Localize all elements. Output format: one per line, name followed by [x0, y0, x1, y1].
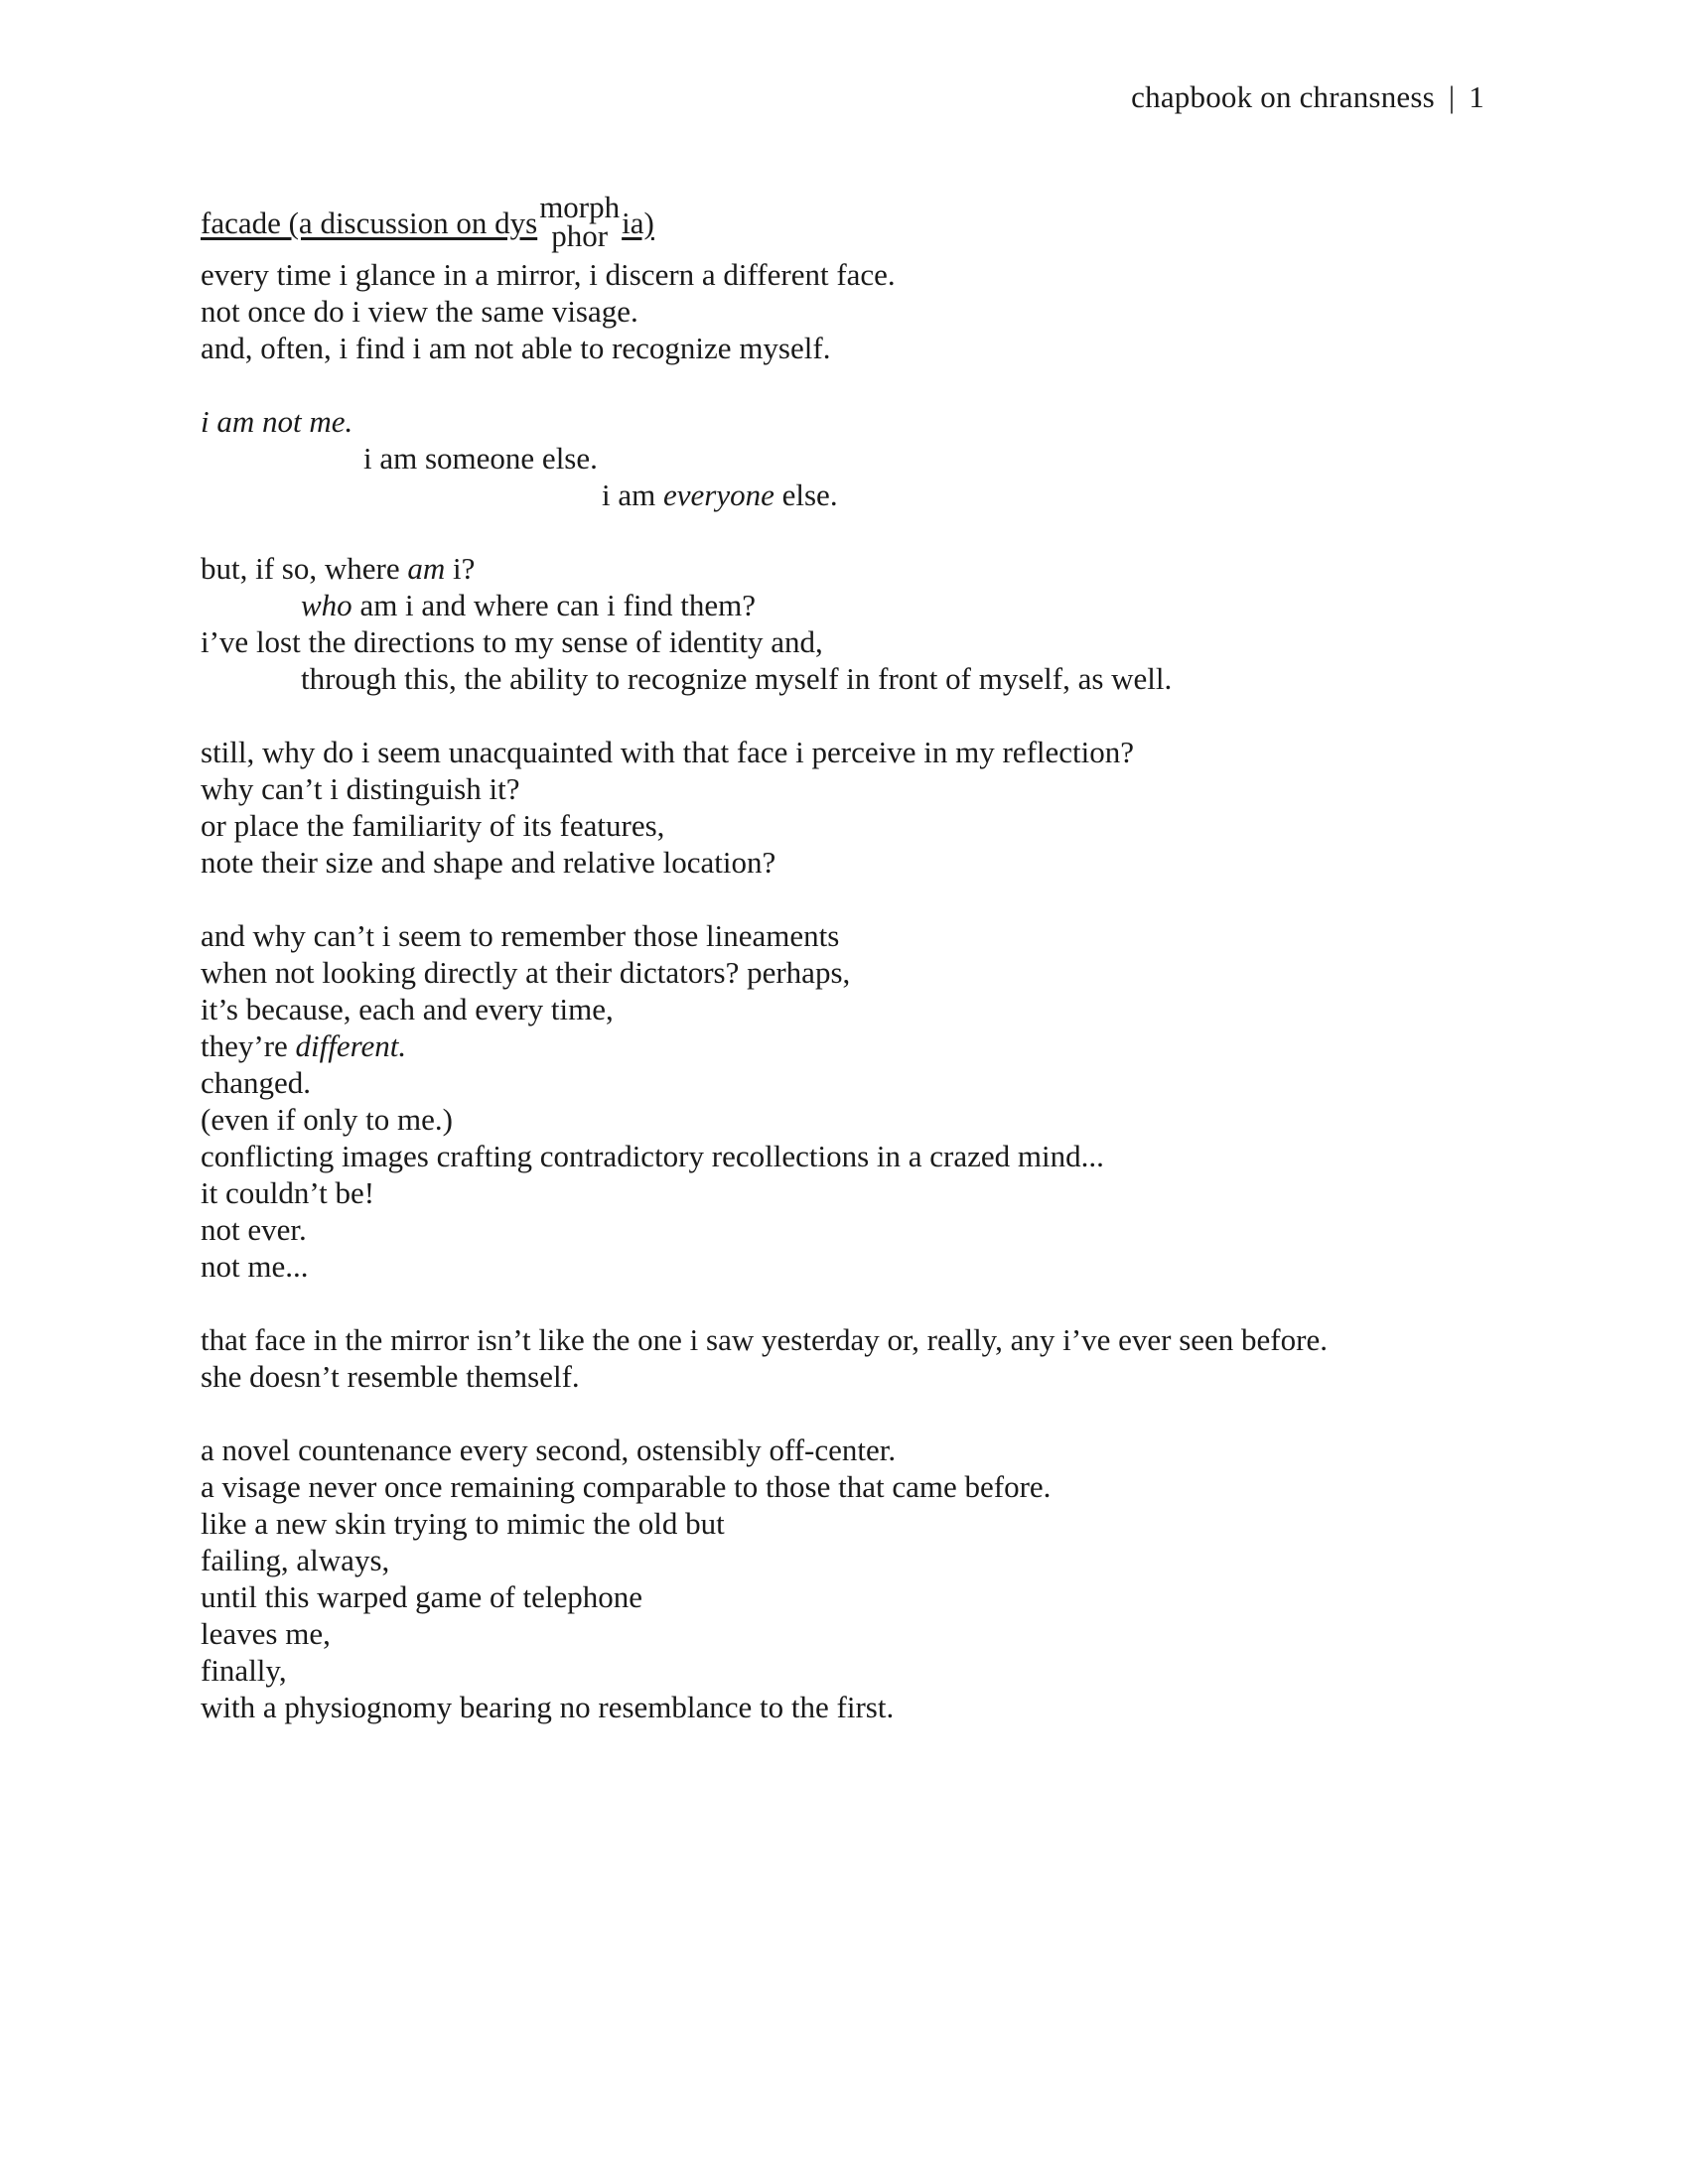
poem-line [201, 477, 1491, 513]
stanza-6 [201, 1321, 1491, 1395]
poem-line: until this warped game of telephone [201, 1579, 643, 1614]
poem-line: when not looking directly at their dictators? perhaps, [201, 955, 851, 990]
poem-line: a novel countenance every second, ostensibly off-center. [201, 1433, 897, 1467]
poem-line [201, 587, 1491, 623]
poem-line: it couldn’t be! [201, 1175, 375, 1210]
poem [201, 190, 1491, 1762]
poem-title-stack-bottom: phor [551, 218, 609, 253]
stanza-3 [201, 550, 1491, 697]
poem-line: not once do i view the same visage. [201, 294, 638, 329]
line-text: i am [602, 478, 663, 512]
poem-line: i’ve lost the directions to my sense of identity and, [201, 624, 823, 659]
poem-line: note their size and shape and relative location? [201, 845, 776, 880]
stanza-7 [201, 1432, 1491, 1725]
line-text: they’re [201, 1028, 296, 1063]
stanza-2 [201, 403, 1491, 513]
poem-line: leaves me, [201, 1616, 331, 1651]
stanza-5 [201, 917, 1491, 1285]
line-text: but, if so, where [201, 551, 408, 586]
emphasis-text: different. [295, 1028, 407, 1063]
poem-line: every time i glance in a mirror, i discern a different face. [201, 257, 896, 292]
poem-line: like a new skin trying to mimic the old but [201, 1506, 725, 1541]
poem-line: that face in the mirror isn’t like the one i saw yesterday or, really, any i’ve ever seen before. [201, 1322, 1328, 1357]
poem-line [201, 1027, 1491, 1064]
poem-line: (even if only to me.) [201, 1102, 453, 1137]
line-text: else. [774, 478, 838, 512]
poem-line: conflicting images crafting contradictory recollections in a crazed mind... [201, 1139, 1104, 1173]
poem-line: and, often, i find i am not able to recognize myself. [201, 331, 831, 365]
page-number: 1 [1469, 79, 1484, 114]
poem-title-stack-top: morph [539, 190, 621, 224]
poem-line: she doesn’t resemble themself. [201, 1359, 580, 1394]
stanza-4 [201, 734, 1491, 881]
poem-line: why can’t i distinguish it? [201, 771, 520, 806]
emphasis-text: everyone [663, 478, 774, 512]
poem-line: and why can’t i seem to remember those lineaments [201, 918, 840, 953]
poem-title-stack [539, 190, 621, 253]
poem-line: through this, the ability to recognize myself in front of myself, as well. [301, 661, 1173, 696]
poem-line [201, 550, 1491, 587]
line-text: i? [445, 551, 476, 586]
poem-line: i am someone else. [363, 441, 598, 476]
poem-line: it’s because, each and every time, [201, 992, 614, 1026]
poem-title [201, 190, 1491, 256]
emphasis-text: who [301, 588, 352, 622]
running-header [1131, 79, 1484, 115]
line-text: am i and where can i find them? [352, 588, 756, 622]
poem-line: failing, always, [201, 1543, 390, 1577]
poem-title-suffix: ia) [622, 205, 654, 240]
poem-line: not me... [201, 1249, 309, 1284]
emphasis-text: am [407, 551, 446, 586]
stanza-1 [201, 256, 1491, 366]
header-title: chapbook on chransness [1131, 79, 1435, 114]
poem-line: changed. [201, 1065, 312, 1100]
poem-line: or place the familiarity of its features, [201, 808, 665, 843]
poem-line: finally, [201, 1653, 287, 1688]
poem-line: a visage never once remaining comparable to those that came before. [201, 1469, 1052, 1504]
poem-line: with a physiognomy bearing no resemblance to the first. [201, 1690, 895, 1724]
poem-title-prefix: facade (a discussion on dys [201, 205, 538, 240]
poem-line: still, why do i seem unacquainted with that face i perceive in my reflection? [201, 735, 1135, 769]
poem-line: i am not me. [201, 404, 353, 439]
poem-line: not ever. [201, 1212, 307, 1247]
header-separator: | [1448, 79, 1456, 114]
